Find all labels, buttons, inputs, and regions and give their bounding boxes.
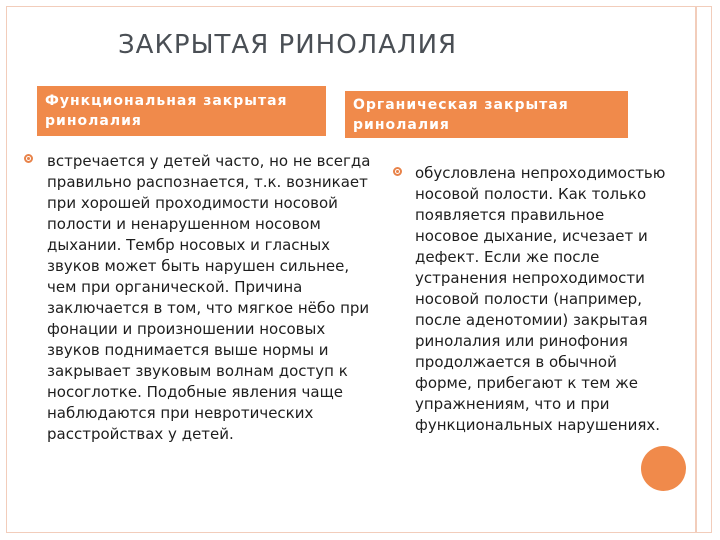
decorative-circle [641, 446, 686, 491]
bullet-icon [393, 167, 402, 176]
right-column-header: Органическая закрытая ринолалия [345, 91, 628, 138]
slide-title: ЗАКРЫТАЯ РИНОЛАЛИЯ [118, 30, 458, 60]
right-column-text: обусловлена непроходимостью носовой полости. Как только появляется правильное носовое дыхание, исчезает и дефект. Если же после устранения непроходимости носовой полости (например, после аденотомии) закрытая ринолалия или ринофония продолжается в обычной форме, прибегают к тем же упражнениям, что и при функциональных нарушениях. [415, 164, 666, 434]
slide-side-rail [695, 6, 697, 533]
left-column-header: Функциональная закрытая ринолалия [37, 86, 326, 136]
left-column-text: встречается у детей часто, но не всегда правильно распознается, т.к. возникает при хорошей проходимости носовой полости и ненарушенном носовом дыхании. Тембр носовых и гласных звуков может быть нарушен сильнее, чем при органической. Причина заключается в том, что мягкое нёбо при фонации и произношении носовых звуков поднимается выше нормы и закрывает звуковым волнам доступ к носоглотке. Подобные явления чаще наблюдаются при невротических расстройствах у детей. [47, 152, 371, 443]
bullet-icon [24, 154, 33, 163]
